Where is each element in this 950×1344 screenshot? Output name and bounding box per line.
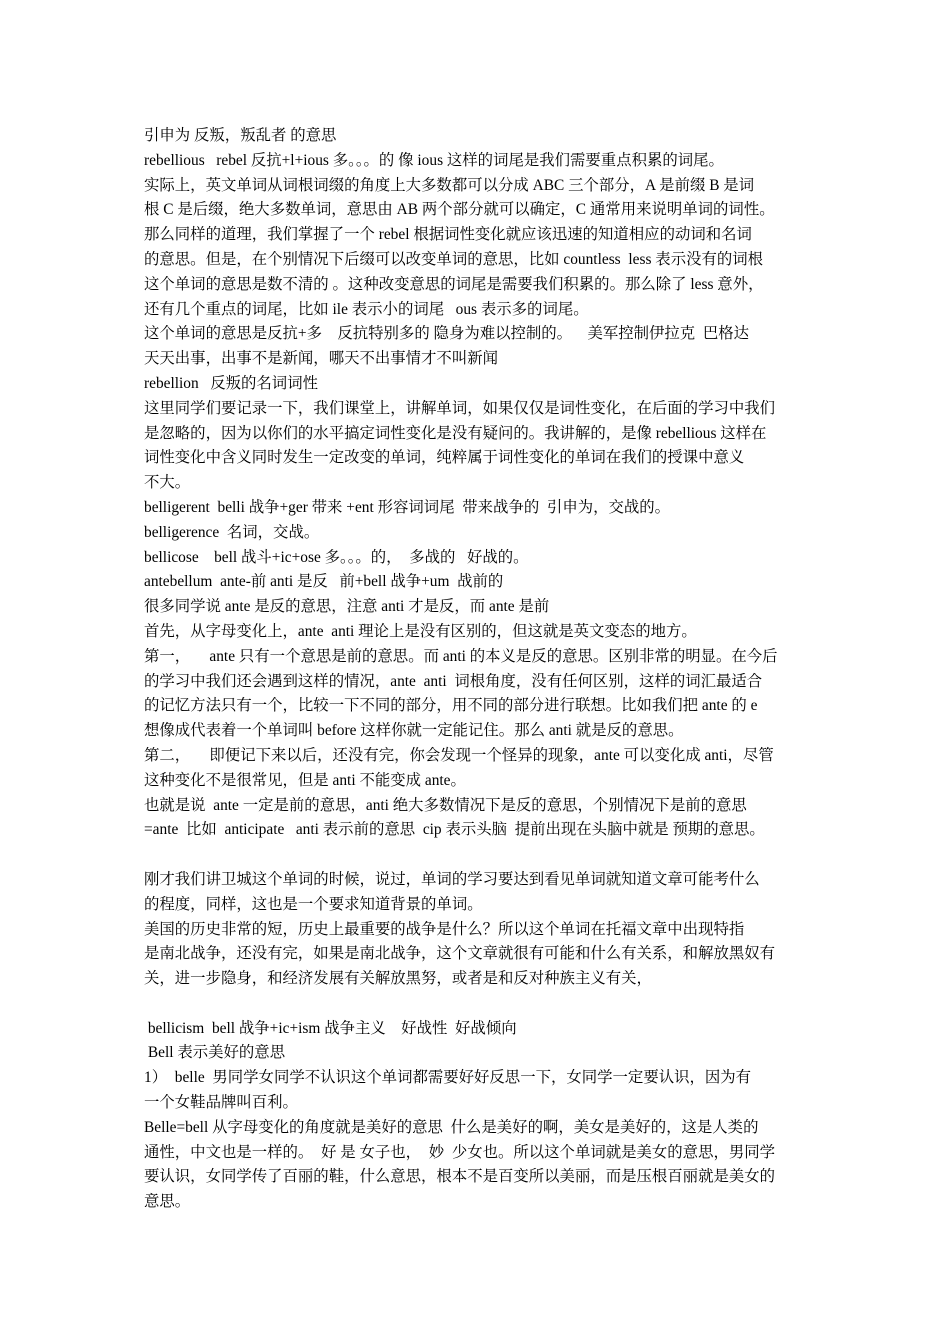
text-line: 意思。 xyxy=(144,1193,191,1211)
text-line: belligerent belli 战争+ger 带来 +ent 形容词词尾 带来战争的 引申为，交战的。 xyxy=(144,498,671,516)
text-line: 还有几个重点的词尾，比如 ile 表示小的词尾 ous 表示多的词尾。 xyxy=(144,300,589,318)
text-line: 这种变化不是很常见，但是 anti 不能变成 ante。 xyxy=(144,771,466,789)
document-body xyxy=(144,124,814,1215)
text-line: 第一， ante 只有一个意思是前的意思。而 anti 的本义是反的意思。区别非常的明显。在今后 xyxy=(144,647,778,665)
text-line: rebellious rebel 反抗+l+ious 多。。。的 像 ious 这样的词尾是我们需要重点积累的词尾。 xyxy=(144,151,724,169)
text-line: rebellion 反叛的名词词性 xyxy=(144,374,318,392)
blank-line xyxy=(144,843,814,868)
text-line: 要认识，女同学传了百丽的鞋，什么意思，根本不是百变所以美丽，而是压根百丽就是美女的 xyxy=(144,1168,776,1186)
text-line: 刚才我们讲卫城这个单词的时候，说过，单词的学习要达到看见单词就知道文章可能考什么 xyxy=(144,870,760,888)
text-line: 也就是说 ante 一定是前的意思，anti 绝大多数情况下是反的意思，个别情况下是前的意思 xyxy=(144,796,747,814)
text-line: Bell 表示美好的意思 xyxy=(144,1044,286,1062)
text-line: 的意思。但是，在个别情况下后缀可以改变单词的意思，比如 countless less 表示没有的词根 xyxy=(144,250,764,268)
text-line: 1） belle 男同学女同学不认识这个单词都需要好好反思一下，女同学一定要认识，因为有 xyxy=(144,1069,752,1087)
text-line: 是忽略的，因为以你们的水平搞定词性变化是没有疑问的。我讲解的，是像 rebellious 这样在 xyxy=(144,424,767,442)
text-line: 引申为 反叛，叛乱者 的意思 xyxy=(144,127,337,144)
text-line: 的程度，同样，这也是一个要求知道背景的单词。 xyxy=(144,895,483,913)
text-line: 的学习中我们还会遇到这样的情况，ante anti 词根角度，没有任何区别，这样的词汇最适合 xyxy=(144,672,763,690)
text-line: bellicose bell 战斗+ic+ose 多。。。的， 多战的 好战的。 xyxy=(144,548,529,566)
text-line: 这个单词的意思是数不清的 。这种改变意思的词尾是需要我们积累的。那么除了 less 意外， xyxy=(144,275,764,293)
text-line: 美国的历史非常的短，历史上最重要的战争是什么？所以这个单词在托福文章中出现特指 xyxy=(144,920,745,938)
text-line: 根 C 是后缀，绝大多数单词，意思由 AB 两个部分就可以确定，C 通常用来说明单词的词性。 xyxy=(144,201,775,219)
text-line: 天天出事，出事不是新闻，哪天不出事情才不叫新闻 xyxy=(144,350,498,368)
text-line: =ante 比如 anticipate anti 表示前的意思 cip 表示头脑 提前出现在头脑中就是 预期的意思。 xyxy=(144,821,765,839)
text-line: 词性变化中含义同时发生一定改变的单词，纯粹属于词性变化的单词在我们的授课中意义 xyxy=(144,449,745,467)
text-line: antebellum ante-前 anti 是反 前+bell 战争+um 战前的 xyxy=(144,573,504,591)
text-line: 一个女鞋品牌叫百利。 xyxy=(144,1094,298,1112)
text-line: 第二， 即便记下来以后，还没有完，你会发现一个怪异的现象，ante 可以变化成 anti，尽管 xyxy=(144,746,774,764)
text-line: 的记忆方法只有一个，比较一下不同的部分，用不同的部分进行联想。比如我们把 ante 的 e xyxy=(144,697,758,715)
text-line: 想像成代表着一个单词叫 before 这样你就一定能记住。那么 anti 就是反的意思。 xyxy=(144,722,684,740)
text-line: 这个单词的意思是反抗+多 反抗特别多的 隐身为难以控制的。 美军控制伊拉克 巴格达 xyxy=(144,325,750,343)
text-line: 很多同学说 ante 是反的意思，注意 anti 才是反，而 ante 是前 xyxy=(144,598,550,616)
text-line: belligerence 名词，交战。 xyxy=(144,523,320,541)
text-line: 通性，中文也是一样的。 好 是 女子也， 妙 少女也。所以这个单词就是美女的意思，男同学 xyxy=(144,1143,776,1161)
text-line: 实际上，英文单词从词根词缀的角度上大多数都可以分成 ABC 三个部分，A 是前缀 B 是词 xyxy=(144,176,755,194)
text-line: bellicism bell 战争+ic+ism 战争主义 好战性 好战倾向 xyxy=(144,1019,517,1037)
text-line: 首先，从字母变化上，ante anti 理论上是没有区别的，但这就是英文变态的地方。 xyxy=(144,622,697,640)
text-line: 不大。 xyxy=(144,474,191,492)
text-line: 那么同样的道理，我们掌握了一个 rebel 根据词性变化就应该迅速的知道相应的动词和名词 xyxy=(144,226,752,244)
text-line: 关，进一步隐身，和经济发展有关解放黑努，或者是和反对种族主义有关， xyxy=(144,970,652,988)
text-line: 是南北战争，还没有完，如果是南北战争，这个文章就很有可能和什么有关系，和解放黑奴有 xyxy=(144,945,776,963)
text-line: Belle=bell 从字母变化的角度就是美好的意思 什么是美好的啊，美女是美好的，这是人类的 xyxy=(144,1118,759,1136)
blank-line xyxy=(144,992,814,1017)
text-line: 这里同学们要记录一下，我们课堂上，讲解单词，如果仅仅是词性变化，在后面的学习中我们 xyxy=(144,399,776,417)
